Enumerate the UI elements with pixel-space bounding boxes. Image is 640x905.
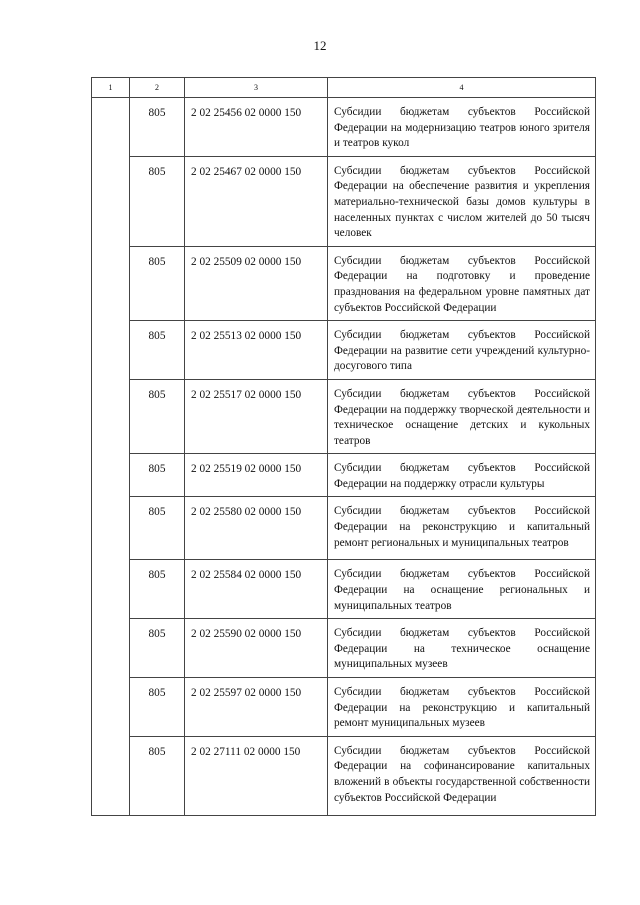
income-code-cell: 2 02 27111 02 0000 150 <box>185 736 328 815</box>
empty-cell <box>92 736 130 815</box>
income-code-cell: 2 02 25597 02 0000 150 <box>185 678 328 737</box>
column-number: 4 <box>328 78 596 98</box>
admin-code-cell: 805 <box>130 246 185 320</box>
table-row <box>92 321 596 380</box>
description-cell: Субсидии бюджетам субъектов Российской Федерации на обеспечение развития и укрепления материально-технической базы домов культуры в населенных пунктах с числом жителей до 50 тысяч человек <box>328 156 596 246</box>
table-row <box>92 619 596 678</box>
income-code-cell: 2 02 25519 02 0000 150 <box>185 454 328 497</box>
empty-cell <box>92 560 130 619</box>
empty-cell <box>92 454 130 497</box>
column-number: 2 <box>130 78 185 98</box>
empty-cell <box>92 321 130 380</box>
description-cell: Субсидии бюджетам субъектов Российской Федерации на поддержку отрасли культуры <box>328 454 596 497</box>
budget-codes-table <box>91 77 596 816</box>
table-row <box>92 454 596 497</box>
income-code-cell: 2 02 25517 02 0000 150 <box>185 379 328 453</box>
admin-code-cell: 805 <box>130 379 185 453</box>
admin-code-cell: 805 <box>130 454 185 497</box>
admin-code-cell: 805 <box>130 98 185 157</box>
income-code-cell: 2 02 25584 02 0000 150 <box>185 560 328 619</box>
table-row <box>92 379 596 453</box>
admin-code-cell: 805 <box>130 156 185 246</box>
description-cell: Субсидии бюджетам субъектов Российской Федерации на подготовку и проведение празднования на федеральном уровне памятных дат субъектов Российской Федерации <box>328 246 596 320</box>
admin-code-cell: 805 <box>130 678 185 737</box>
description-cell: Субсидии бюджетам субъектов Российской Федерации на модернизацию театров юного зрителя и театров кукол <box>328 98 596 157</box>
income-code-cell: 2 02 25509 02 0000 150 <box>185 246 328 320</box>
income-code-cell: 2 02 25590 02 0000 150 <box>185 619 328 678</box>
income-code-cell: 2 02 25456 02 0000 150 <box>185 98 328 157</box>
empty-cell <box>92 619 130 678</box>
table-row <box>92 156 596 246</box>
description-cell: Субсидии бюджетам субъектов Российской Федерации на техническое оснащение муниципальных музеев <box>328 619 596 678</box>
column-number-row <box>92 78 596 98</box>
income-code-cell: 2 02 25580 02 0000 150 <box>185 497 328 560</box>
table-row <box>92 98 596 157</box>
description-cell: Субсидии бюджетам субъектов Российской Федерации на развитие сети учреждений культурно-досугового типа <box>328 321 596 380</box>
description-cell: Субсидии бюджетам субъектов Российской Федерации на реконструкцию и капитальный ремонт региональных и муниципальных театров <box>328 497 596 560</box>
empty-cell <box>92 379 130 453</box>
empty-cell <box>92 98 130 157</box>
empty-cell <box>92 678 130 737</box>
admin-code-cell: 805 <box>130 560 185 619</box>
table-row <box>92 678 596 737</box>
empty-cell <box>92 246 130 320</box>
empty-cell <box>92 497 130 560</box>
income-code-cell: 2 02 25513 02 0000 150 <box>185 321 328 380</box>
table-row <box>92 246 596 320</box>
page-number: 12 <box>313 38 327 53</box>
column-number: 3 <box>185 78 328 98</box>
admin-code-cell: 805 <box>130 321 185 380</box>
admin-code-cell: 805 <box>130 619 185 678</box>
empty-cell <box>92 156 130 246</box>
admin-code-cell: 805 <box>130 497 185 560</box>
description-cell: Субсидии бюджетам субъектов Российской Федерации на оснащение региональных и муниципальных театров <box>328 560 596 619</box>
table-row <box>92 560 596 619</box>
description-cell: Субсидии бюджетам субъектов Российской Федерации на софинансирование капитальных вложений в объекты государственной собственности субъектов Российской Федерации <box>328 736 596 815</box>
admin-code-cell: 805 <box>130 736 185 815</box>
table-row <box>92 736 596 815</box>
column-number: 1 <box>92 78 130 98</box>
description-cell: Субсидии бюджетам субъектов Российской Федерации на реконструкцию и капитальный ремонт муниципальных музеев <box>328 678 596 737</box>
description-cell: Субсидии бюджетам субъектов Российской Федерации на поддержку творческой деятельности и техническое оснащение детских и кукольных театров <box>328 379 596 453</box>
table-row <box>92 497 596 560</box>
income-code-cell: 2 02 25467 02 0000 150 <box>185 156 328 246</box>
